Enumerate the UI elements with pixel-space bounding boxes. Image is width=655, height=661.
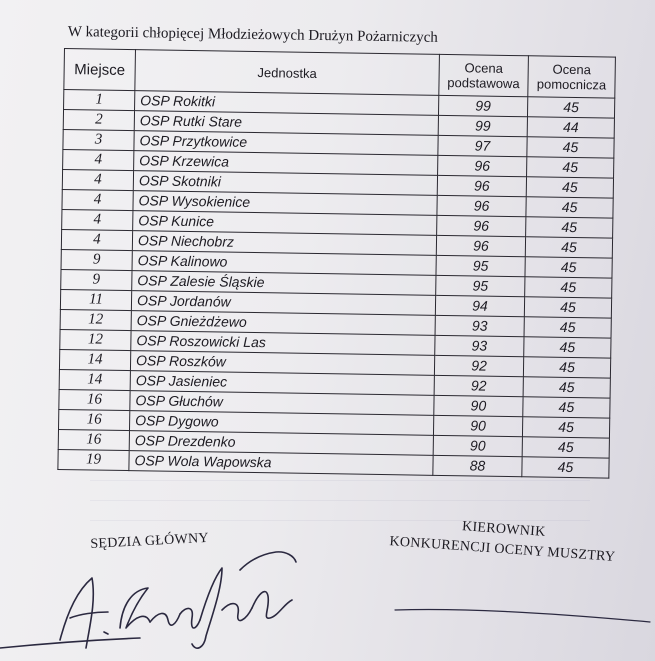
competition-head-signature-line xyxy=(395,610,650,623)
basic-score-cell: 99 xyxy=(438,95,527,116)
unit-cell: OSP Gnieżdżewo xyxy=(131,311,435,336)
place-cell: 4 xyxy=(61,229,132,250)
aux-score-cell: 45 xyxy=(527,137,614,158)
place-cell: 12 xyxy=(60,329,131,350)
unit-cell: OSP Drezdenko xyxy=(129,431,433,456)
aux-score-cell: 45 xyxy=(526,217,613,238)
basic-score-cell: 90 xyxy=(433,435,522,456)
place-cell: 19 xyxy=(58,449,129,470)
aux-score-cell: 45 xyxy=(524,297,611,318)
place-cell: 3 xyxy=(63,129,134,150)
aux-score-cell: 45 xyxy=(527,157,614,178)
basic-score-cell: 97 xyxy=(438,135,527,156)
place-cell: 16 xyxy=(58,429,129,450)
header-unit: Jednostka xyxy=(135,50,440,96)
unit-cell: OSP Roszków xyxy=(130,351,434,376)
place-cell: 4 xyxy=(63,149,134,170)
basic-score-cell: 96 xyxy=(436,235,525,256)
unit-cell: OSP Rokitki xyxy=(135,91,439,116)
competition-head-label-line1: KIEROWNIK xyxy=(461,519,546,540)
unit-cell: OSP Rutki Stare xyxy=(134,111,438,136)
basic-score-cell: 96 xyxy=(437,175,526,196)
aux-score-cell: 45 xyxy=(523,357,610,378)
unit-cell: OSP Skotniki xyxy=(133,171,437,196)
basic-score-cell: 96 xyxy=(438,155,527,176)
head-judge-label: SĘDZIA GŁÓWNY xyxy=(90,530,210,552)
basic-score-cell: 96 xyxy=(437,215,526,236)
header-basic-score: Ocena podstawowa xyxy=(439,54,529,96)
aux-score-cell: 45 xyxy=(525,277,612,298)
aux-score-cell: 45 xyxy=(527,97,614,118)
basic-score-cell: 95 xyxy=(436,275,525,296)
unit-cell: OSP Głuchów xyxy=(130,391,434,416)
unit-cell: OSP Dygowo xyxy=(129,411,433,436)
unit-cell: OSP Niechobrz xyxy=(132,231,436,256)
place-cell: 2 xyxy=(63,110,134,131)
place-cell: 4 xyxy=(62,209,133,230)
aux-score-cell: 45 xyxy=(522,417,609,438)
place-cell: 14 xyxy=(59,369,130,390)
category-heading: W kategorii chłopięcej Młodzieżowych Drużyn Pożarniczych xyxy=(67,24,438,46)
head-judge-signature xyxy=(0,552,296,648)
unit-cell: OSP Kunice xyxy=(133,211,437,236)
unit-cell: OSP Wola Wapowska xyxy=(129,451,433,476)
place-cell: 1 xyxy=(64,90,135,111)
aux-score-cell: 44 xyxy=(527,117,614,138)
basic-score-cell: 93 xyxy=(435,315,524,336)
place-cell: 14 xyxy=(59,349,130,370)
basic-score-cell: 88 xyxy=(433,455,522,476)
aux-score-cell: 45 xyxy=(526,177,613,198)
basic-score-cell: 92 xyxy=(434,355,523,376)
aux-score-cell: 45 xyxy=(522,457,609,478)
aux-score-cell: 45 xyxy=(525,237,612,258)
header-aux-score: Ocena pomocnicza xyxy=(528,56,616,98)
unit-cell: OSP Kalinowo xyxy=(132,251,436,276)
basic-score-cell: 93 xyxy=(435,335,524,356)
place-cell: 12 xyxy=(60,309,131,330)
aux-score-cell: 45 xyxy=(524,317,611,338)
unit-cell: OSP Jordanów xyxy=(131,291,435,316)
unit-cell: OSP Roszowicki Las xyxy=(131,331,435,356)
aux-score-cell: 45 xyxy=(523,377,610,398)
basic-score-cell: 96 xyxy=(437,195,526,216)
basic-score-cell: 90 xyxy=(434,395,523,416)
aux-score-cell: 45 xyxy=(522,437,609,458)
place-cell: 16 xyxy=(59,389,130,410)
aux-score-cell: 45 xyxy=(525,257,612,278)
place-cell: 11 xyxy=(60,289,131,310)
place-cell: 4 xyxy=(62,189,133,210)
unit-cell: OSP Zalesie Śląskie xyxy=(132,271,436,296)
aux-score-cell: 45 xyxy=(524,337,611,358)
unit-cell: OSP Jasieniec xyxy=(130,371,434,396)
place-cell: 4 xyxy=(62,169,133,190)
basic-score-cell: 95 xyxy=(436,255,525,276)
basic-score-cell: 90 xyxy=(433,415,522,436)
header-place: Miejsce xyxy=(64,49,136,91)
place-cell: 9 xyxy=(61,249,132,270)
competition-head-label-line2: KONKURENCJI OCENY MUSZTRY xyxy=(388,534,616,565)
unit-cell: OSP Przytkowice xyxy=(134,131,438,156)
basic-score-cell: 92 xyxy=(434,375,523,396)
basic-score-cell: 99 xyxy=(438,115,527,136)
unit-cell: OSP Krzewica xyxy=(134,151,438,176)
place-cell: 16 xyxy=(59,409,130,430)
aux-score-cell: 45 xyxy=(526,197,613,218)
basic-score-cell: 94 xyxy=(435,295,524,316)
unit-cell: OSP Wysokienice xyxy=(133,191,437,216)
aux-score-cell: 45 xyxy=(523,397,610,418)
place-cell: 9 xyxy=(61,269,132,290)
